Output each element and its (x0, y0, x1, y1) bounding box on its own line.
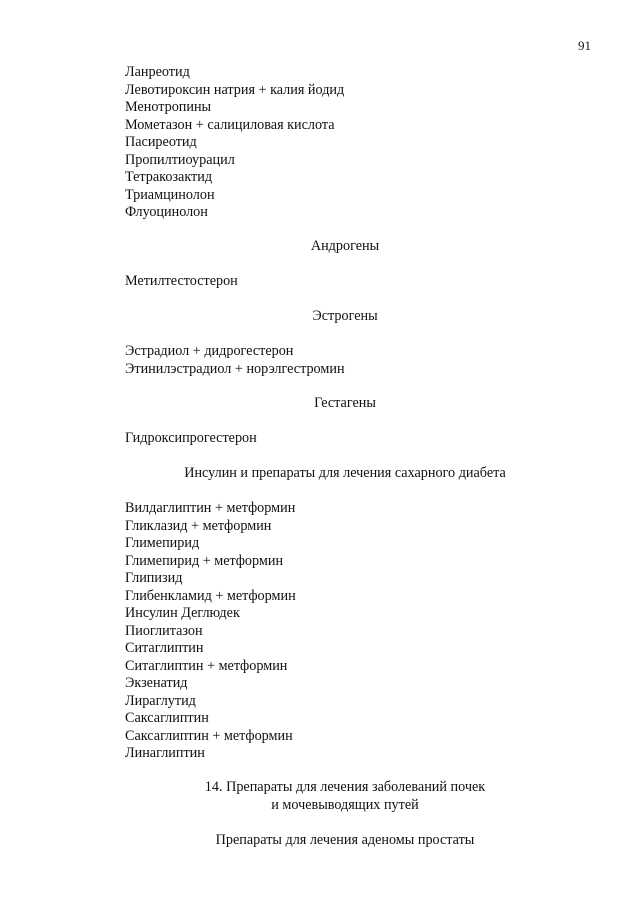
list-item: Ланреотид (125, 64, 190, 80)
list-item: Пасиреотид (125, 134, 197, 150)
section-heading-insulin: Инсулин и препараты для лечения сахарного диабета (184, 465, 506, 481)
list-item: Гидроксипрогестерон (125, 430, 257, 446)
list-item: Инсулин Деглюдек (125, 605, 240, 621)
list-item: Линаглиптин (125, 745, 205, 761)
list-item: Менотропины (125, 99, 212, 115)
list-item: Лираглутид (125, 692, 196, 709)
list-item: Мометазон + салициловая кислота (125, 116, 335, 133)
list-item: Саксаглиптин + метформин (125, 727, 293, 744)
list-item: Левотироксин натрия + калия йодид (125, 81, 345, 98)
section-heading-prostate: Препараты для лечения аденомы простаты (215, 832, 475, 848)
list-item: Ситаглиптин + метформин (125, 657, 288, 674)
list-item: Тетракозактид (125, 169, 213, 185)
list-item: Вилдаглиптин + метформин (125, 500, 296, 516)
page-number: 91 (578, 38, 591, 53)
list-item: Эстрадиол + дидрогестерон (125, 343, 294, 359)
list-item: Пропилтиоурацил (125, 151, 235, 168)
list-item: Триамцинолон (125, 186, 215, 203)
section-heading-estrogens: Эстрогены (312, 308, 378, 324)
list-item: Глимепирид (125, 535, 200, 551)
list-item: Флуоцинолон (125, 204, 208, 220)
section-heading-androgens: Андрогены (310, 238, 380, 254)
list-item: Метилтестостерон (125, 273, 238, 289)
list-item: Гликлазид + метформин (125, 517, 272, 534)
list-item: Глибенкламид + метформин (125, 587, 296, 604)
list-item: Саксаглиптин (125, 710, 209, 726)
section-heading-14-line1: 14. Препараты для лечения заболеваний почек (204, 779, 486, 795)
section-heading-gestagens: Гестагены (314, 395, 376, 411)
list-item: Глипизид (125, 570, 183, 586)
list-item: Этинилэстрадиол + норэлгестромин (125, 360, 345, 377)
section-heading-14-line2: и мочевыводящих путей (271, 796, 419, 813)
list-item: Пиоглитазон (125, 622, 203, 639)
list-item: Глимепирид + метформин (125, 552, 284, 569)
list-item: Экзенатид (125, 675, 188, 691)
list-item: Ситаглиптин (125, 640, 204, 656)
